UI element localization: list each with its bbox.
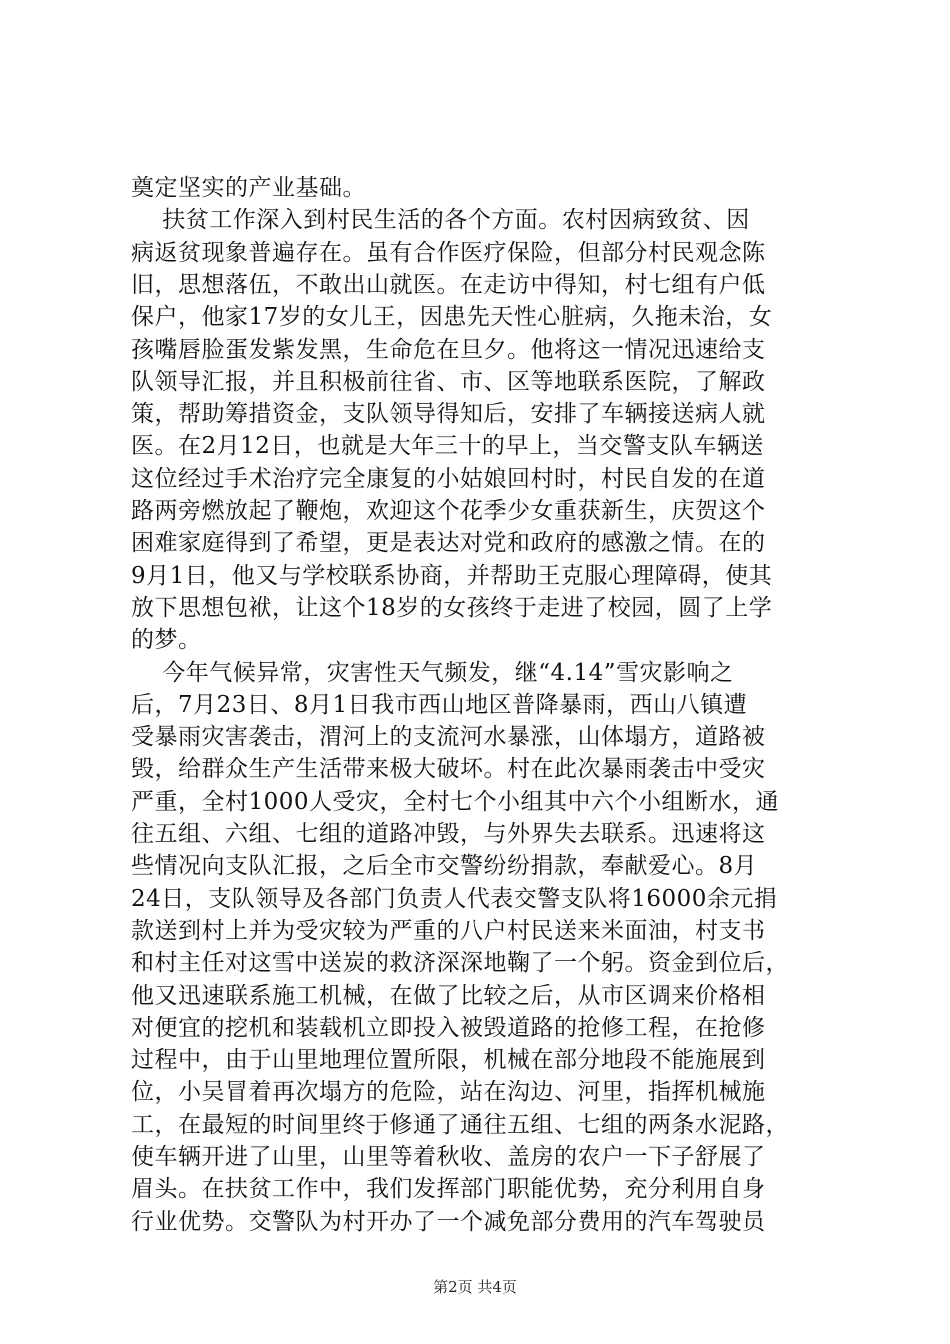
text-line: 9月1日，他又与学校联系协商，并帮助王克服心理障碍，使其 <box>131 562 773 589</box>
text-line: 策，帮助筹措资金，支队领导得知后，安排了车辆接送病人就 <box>131 401 766 428</box>
text-line: 的梦。 <box>131 627 202 654</box>
text-line: 今年气候异常，灾害性天气频发，继“4.14”雪灾影响之 <box>131 659 734 686</box>
text-line: 路两旁燃放起了鞭炮，欢迎这个花季少女重获新生，庆贺这个 <box>131 498 766 524</box>
text-line: 奠定坚实的产业基础。 <box>131 175 366 201</box>
text-line: 这位经过手术治疗完全康复的小姑娘回村时，村民自发的在道 <box>131 465 766 492</box>
text-line: 眉头。在扶贫工作中，我们发挥部门职能优势，充分利用自身 <box>131 1176 766 1203</box>
text-line: 孩嘴唇脸蛋发紫发黑，生命危在旦夕。他将这一情况迅速给支 <box>131 336 766 363</box>
text-line: 放下思想包袱，让这个18岁的女孩终于走进了校园，圆了上学 <box>131 594 773 621</box>
text-line: 往五组、六组、七组的道路冲毁，与外界失去联系。迅速将这 <box>131 821 766 847</box>
text-line: 毁，给群众生产生活带来极大破坏。村在此次暴雨袭击中受灾 <box>131 756 766 783</box>
text-line: 对便宜的挖机和装载机立即投入被毁道路的抢修工程，在抢修 <box>131 1014 766 1041</box>
text-line: 旧，思想落伍，不敢出山就医。在走访中得知，村七组有户低 <box>131 271 766 298</box>
text-line: 队领导汇报，并且积极前往省、市、区等地联系医院，了解政 <box>131 368 766 395</box>
text-line: 行业优势。交警队为村开办了一个减免部分费用的汽车驾驶员 <box>131 1208 766 1235</box>
text-line: 使车辆开进了山里，山里等着秋收、盖房的农户一下子舒展了 <box>131 1144 766 1170</box>
text-line: 他又迅速联系施工机械，在做了比较之后，从市区调来价格相 <box>131 982 766 1009</box>
text-line: 受暴雨灾害袭击，渭河上的支流河水暴涨，山体塌方，道路被 <box>131 724 766 751</box>
text-line: 医。在2月12日，也就是大年三十的早上，当交警支队车辆送 <box>131 433 764 460</box>
text-line: 严重，全村1000人受灾，全村七个小组其中六个小组断水，通 <box>131 788 780 815</box>
text-line: 24日，支队领导及各部门负责人代表交警支队将16000余元捐 <box>131 885 778 912</box>
text-line: 扶贫工作深入到村民生活的各个方面。农村因病致贫、因 <box>131 207 750 234</box>
text-line: 困难家庭得到了希望，更是表达对党和政府的感激之情。在的 <box>131 530 766 557</box>
text-line: 病返贫现象普遍存在。虽有合作医疗保险，但部分村民观念陈 <box>131 239 766 266</box>
text-line: 保户，他家17岁的女儿王，因患先天性心脏病，久拖未治，女 <box>131 304 773 331</box>
text-line: 位，小吴冒着再次塌方的危险，站在沟边、河里，指挥机械施 <box>131 1079 766 1106</box>
text-line: 工，在最短的时间里终于修通了通往五组、七组的两条水泥路， <box>131 1111 789 1138</box>
page-footer: 第2页 共4页 <box>433 1278 517 1296</box>
text-line: 过程中，由于山里地理位置所限，机械在部分地段不能施展到 <box>131 1047 766 1074</box>
text-line: 款送到村上并为受灾较为严重的八户村民送来米面油，村支书 <box>131 917 766 944</box>
text-line: 些情况向支队汇报，之后全市交警纷纷捐款，奉献爱心。8月 <box>131 853 758 880</box>
text-line: 后，7月23日、8月1日我市西山地区普降暴雨，西山八镇遭 <box>131 691 748 718</box>
text-line: 和村主任对这雪中送炭的救济深深地鞠了一个躬。资金到位后， <box>131 950 789 977</box>
